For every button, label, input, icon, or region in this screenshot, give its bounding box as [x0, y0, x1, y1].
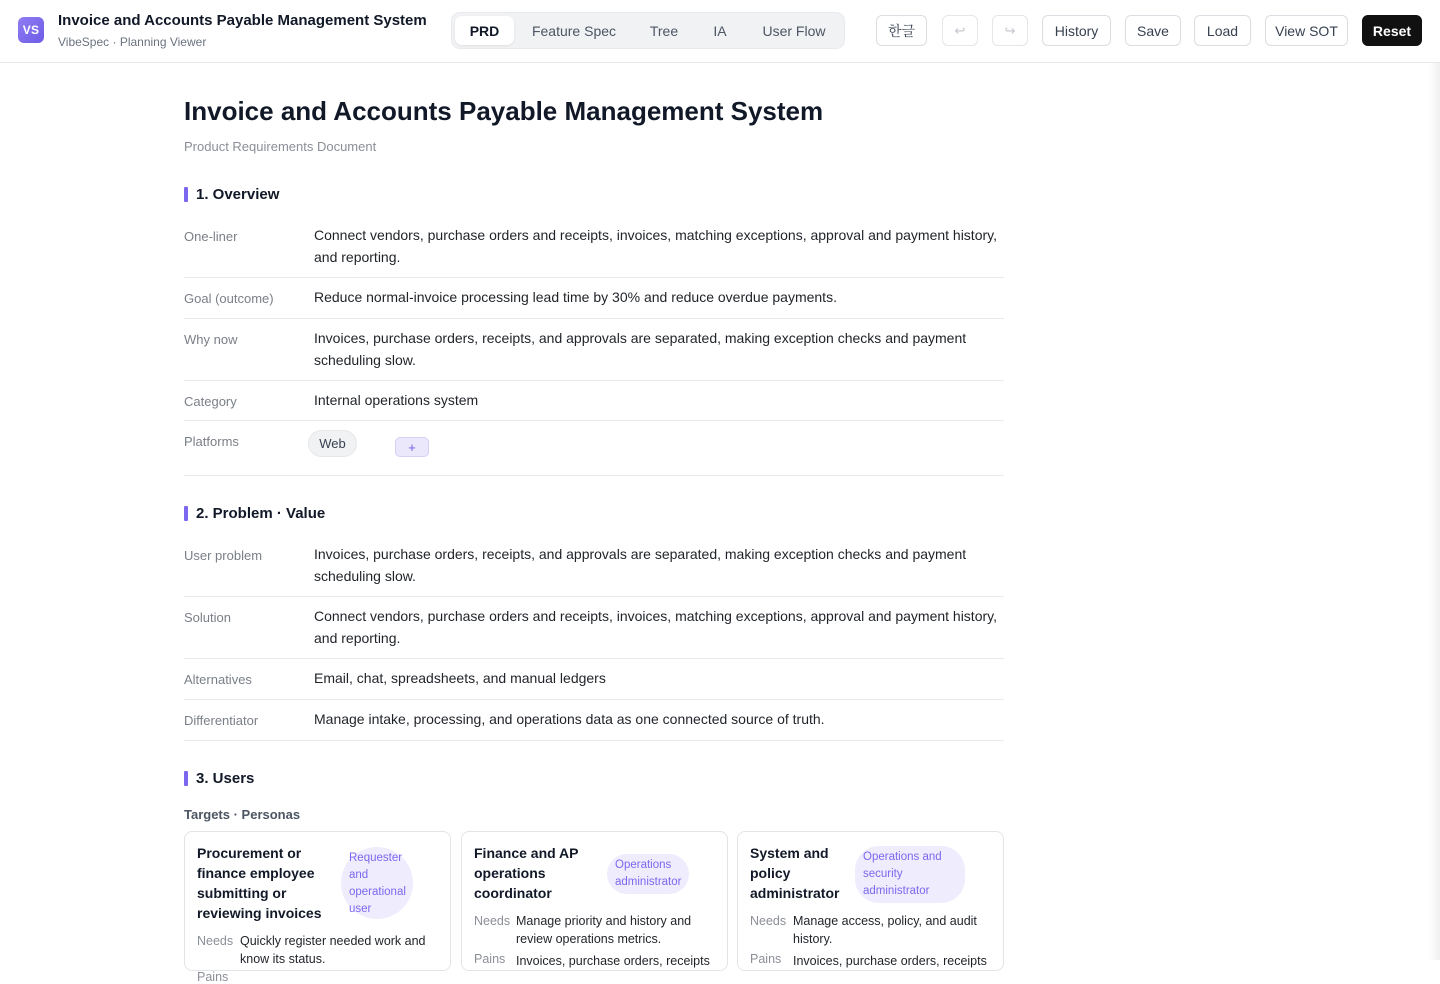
view-sot-button[interactable]: View SOT	[1265, 15, 1348, 46]
reset-button[interactable]: Reset	[1362, 15, 1422, 46]
language-toggle-button[interactable]: 한글	[876, 15, 927, 46]
top-bar	[0, 0, 1440, 63]
add-platform-button[interactable]: +	[395, 437, 429, 457]
field-row-differentiator[interactable]	[184, 700, 1004, 741]
persona-needs-value: Manage priority and history and review operations metrics.	[516, 914, 692, 946]
history-button[interactable]: History	[1042, 15, 1111, 46]
scroll-edge-shadow	[1428, 63, 1440, 960]
field-label: One-liner	[184, 229, 238, 244]
field-label: Goal (outcome)	[184, 291, 274, 306]
field-row-solution[interactable]	[184, 597, 1004, 659]
field-label: Why now	[184, 332, 238, 347]
app-title: Invoice and Accounts Payable Management System	[58, 12, 427, 29]
persona-role-badge: Operations and security administrator	[855, 846, 965, 903]
field-value: Connect vendors, purchase orders and receipts, invoices, matching exceptions, approval and payment history, and reporting.	[314, 227, 997, 265]
app-subtitle: VibeSpec · Planning Viewer	[58, 35, 207, 49]
persona-needs-label: Needs	[750, 914, 787, 928]
load-button[interactable]: Load	[1194, 15, 1251, 46]
persona-pains-label: Pains	[750, 952, 782, 966]
field-label: Platforms	[184, 434, 239, 449]
field-label: Alternatives	[184, 672, 252, 687]
field-row-why-now[interactable]	[184, 319, 1004, 381]
persona-name: Procurement or finance employee submitting or reviewing invoices	[197, 845, 322, 921]
persona-needs-label: Needs	[197, 934, 234, 948]
field-row-alternatives[interactable]	[184, 659, 1004, 700]
persona-name: System and policy administrator	[750, 845, 840, 901]
field-value: Email, chat, spreadsheets, and manual ledgers	[314, 670, 606, 686]
field-label: Solution	[184, 610, 231, 625]
section-heading-overview: 1. Overview	[184, 186, 279, 203]
persona-card[interactable]	[184, 831, 451, 984]
persona-pains-value: Invoices, purchase orders, receipts	[793, 954, 987, 968]
field-value: Internal operations system	[314, 392, 479, 408]
field-row-category[interactable]	[184, 381, 1004, 421]
persona-needs-value: Quickly register needed work and know its status.	[240, 934, 426, 966]
field-row-one-liner[interactable]	[184, 218, 1004, 278]
persona-pains-label: Pains	[197, 970, 229, 984]
persona-needs-label: Needs	[474, 914, 511, 928]
vibespec-logo-icon: VS	[18, 17, 44, 43]
document-subtitle: Product Requirements Document	[184, 139, 377, 154]
field-label: Differentiator	[184, 713, 259, 728]
personas-subheading: Targets · Personas	[184, 807, 301, 822]
undo-icon[interactable]: ↩	[942, 15, 978, 46]
field-value: Manage intake, processing, and operations data as one connected source of truth.	[314, 711, 825, 727]
field-label: Category	[184, 394, 237, 409]
tab-prd[interactable]: PRD	[455, 16, 514, 45]
field-row-platforms	[184, 421, 1004, 476]
persona-name: Finance and AP operations coordinator	[474, 845, 579, 901]
tab-user-flow[interactable]: User Flow	[762, 22, 826, 39]
field-value: Reduce normal-invoice processing lead time by 30% and reduce overdue payments.	[314, 289, 837, 305]
persona-role-badge: Requester and operational user	[341, 847, 413, 919]
persona-pains-label: Pains	[474, 952, 506, 966]
field-value: Connect vendors, purchase orders and receipts, invoices, matching exceptions, approval and payment history, and reporting.	[314, 608, 997, 646]
persona-needs-value: Manage access, policy, and audit history.	[793, 914, 977, 946]
section-heading-problem-value: 2. Problem · Value	[184, 505, 325, 522]
tab-feature-spec[interactable]: Feature Spec	[531, 22, 617, 39]
persona-pains-value: Invoices, purchase orders, receipts	[516, 954, 710, 968]
field-row-user-problem[interactable]	[184, 537, 1004, 597]
tab-tree[interactable]: Tree	[649, 22, 679, 39]
field-value: Invoices, purchase orders, receipts, and approvals are separated, making exception checks and payment scheduling slow.	[314, 546, 967, 584]
view-tabs	[451, 12, 845, 49]
redo-icon[interactable]: ↪	[992, 15, 1028, 46]
field-row-goal[interactable]	[184, 278, 1004, 319]
persona-card[interactable]	[461, 831, 728, 971]
persona-card[interactable]	[737, 831, 1004, 971]
field-value: Invoices, purchase orders, receipts, and approvals are separated, making exception checks and payment scheduling slow.	[314, 330, 967, 368]
field-label: User problem	[184, 548, 263, 563]
save-button[interactable]: Save	[1125, 15, 1181, 46]
persona-role-badge: Operations administrator	[607, 854, 689, 894]
platform-chip[interactable]: Web	[308, 430, 357, 457]
tab-ia[interactable]: IA	[713, 22, 727, 39]
document-title: Invoice and Accounts Payable Management System	[184, 96, 824, 126]
section-heading-users: 3. Users	[184, 770, 254, 787]
